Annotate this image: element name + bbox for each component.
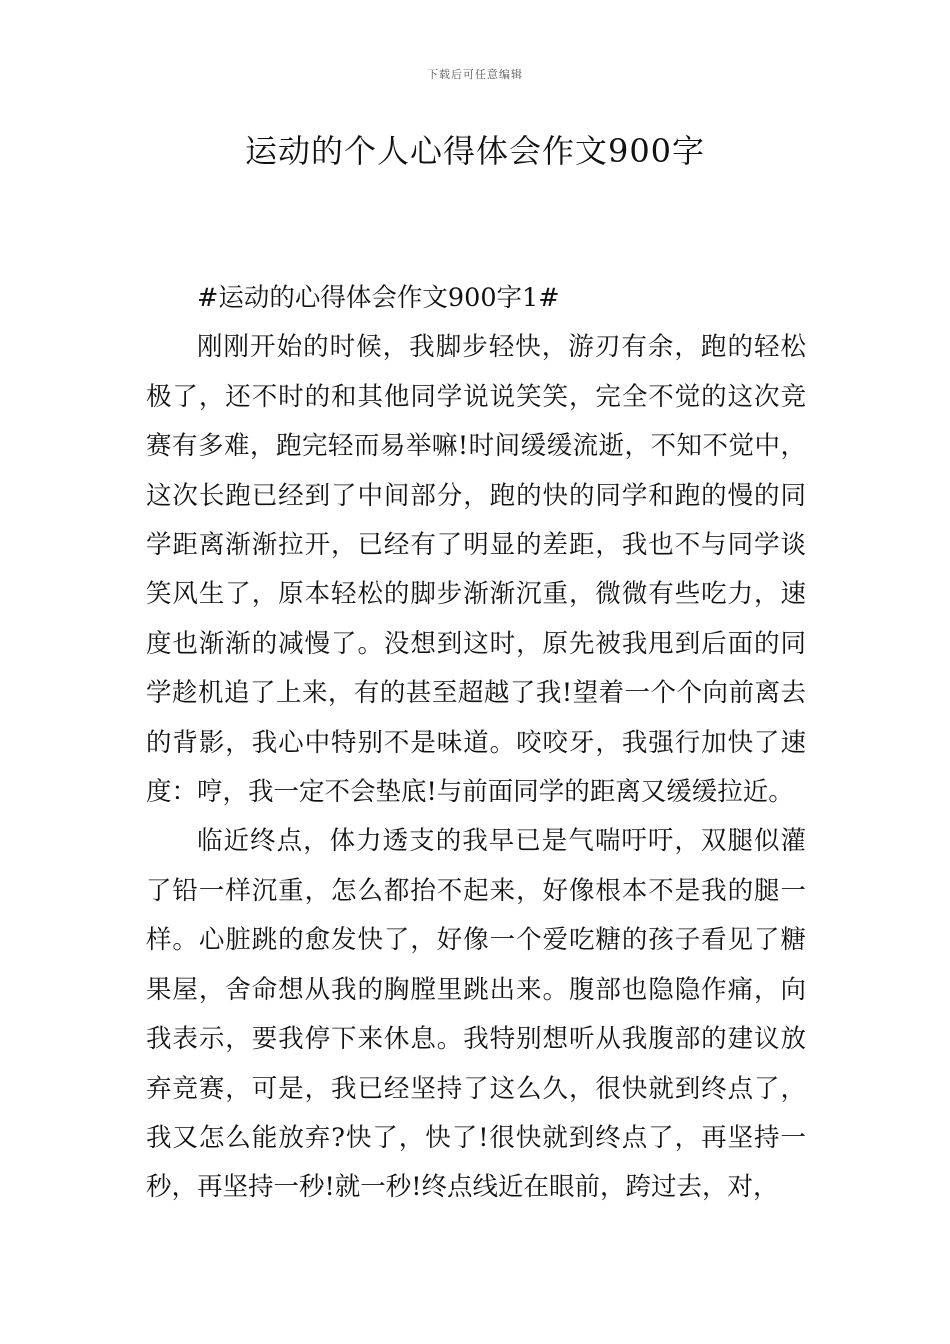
paragraph-2: 临近终点，体力透支的我早已是气喘吁吁，双腿似灌了铅一样沉重，怎么都抬不起来，好像根本不是我的腿一样。心脏跳的愈发快了，好像一个爱吃糖的孩子看见了糖果屋，舍命想从我的胸膛里跳出来。腹部也隐隐作痛，向我表示，要我停下来休息。我特别想听从我腹部的建议放弃竞赛，可是，我已经坚持了这么久，很快就到终点了，我又怎么能放弃?快了，快了!很快就到终点了，再坚持一秒，再坚持一秒!就一秒!终点线近在眼前，跨过去，对， — [146, 826, 806, 1203]
paragraph-1: 刚刚开始的时候，我脚步轻快，游刃有余，跑的轻松极了，还不时的和其他同学说说笑笑，完全不觉的这次竞赛有多难，跑完轻而易举嘛!时间缓缓流逝，不知不觉中，这次长跑已经到了中间部分，跑的快的同学和跑的慢的同学距离渐渐拉开，已经有了明显的差距，我也不与同学谈笑风生了，原本轻松的脚步渐渐沉重，微微有些吃力，速度也渐渐的减慢了。没想到这时，原先被我甩到后面的同学趁机追了上来，有的甚至超越了我!望着一个个向前离去的背影，我心中特别不是味道。咬咬牙，我强行加快了速度：哼，我一定不会垫底!与前面同学的距离又缓缓拉近。 — [146, 332, 806, 808]
document-body — [146, 274, 806, 1213]
watermark-header: 下载后可任意编辑 — [427, 68, 523, 81]
section-heading: #运动的心得体会作文900字1# — [197, 283, 560, 313]
document-title: 运动的个人心得体会作文900字 — [244, 132, 706, 170]
